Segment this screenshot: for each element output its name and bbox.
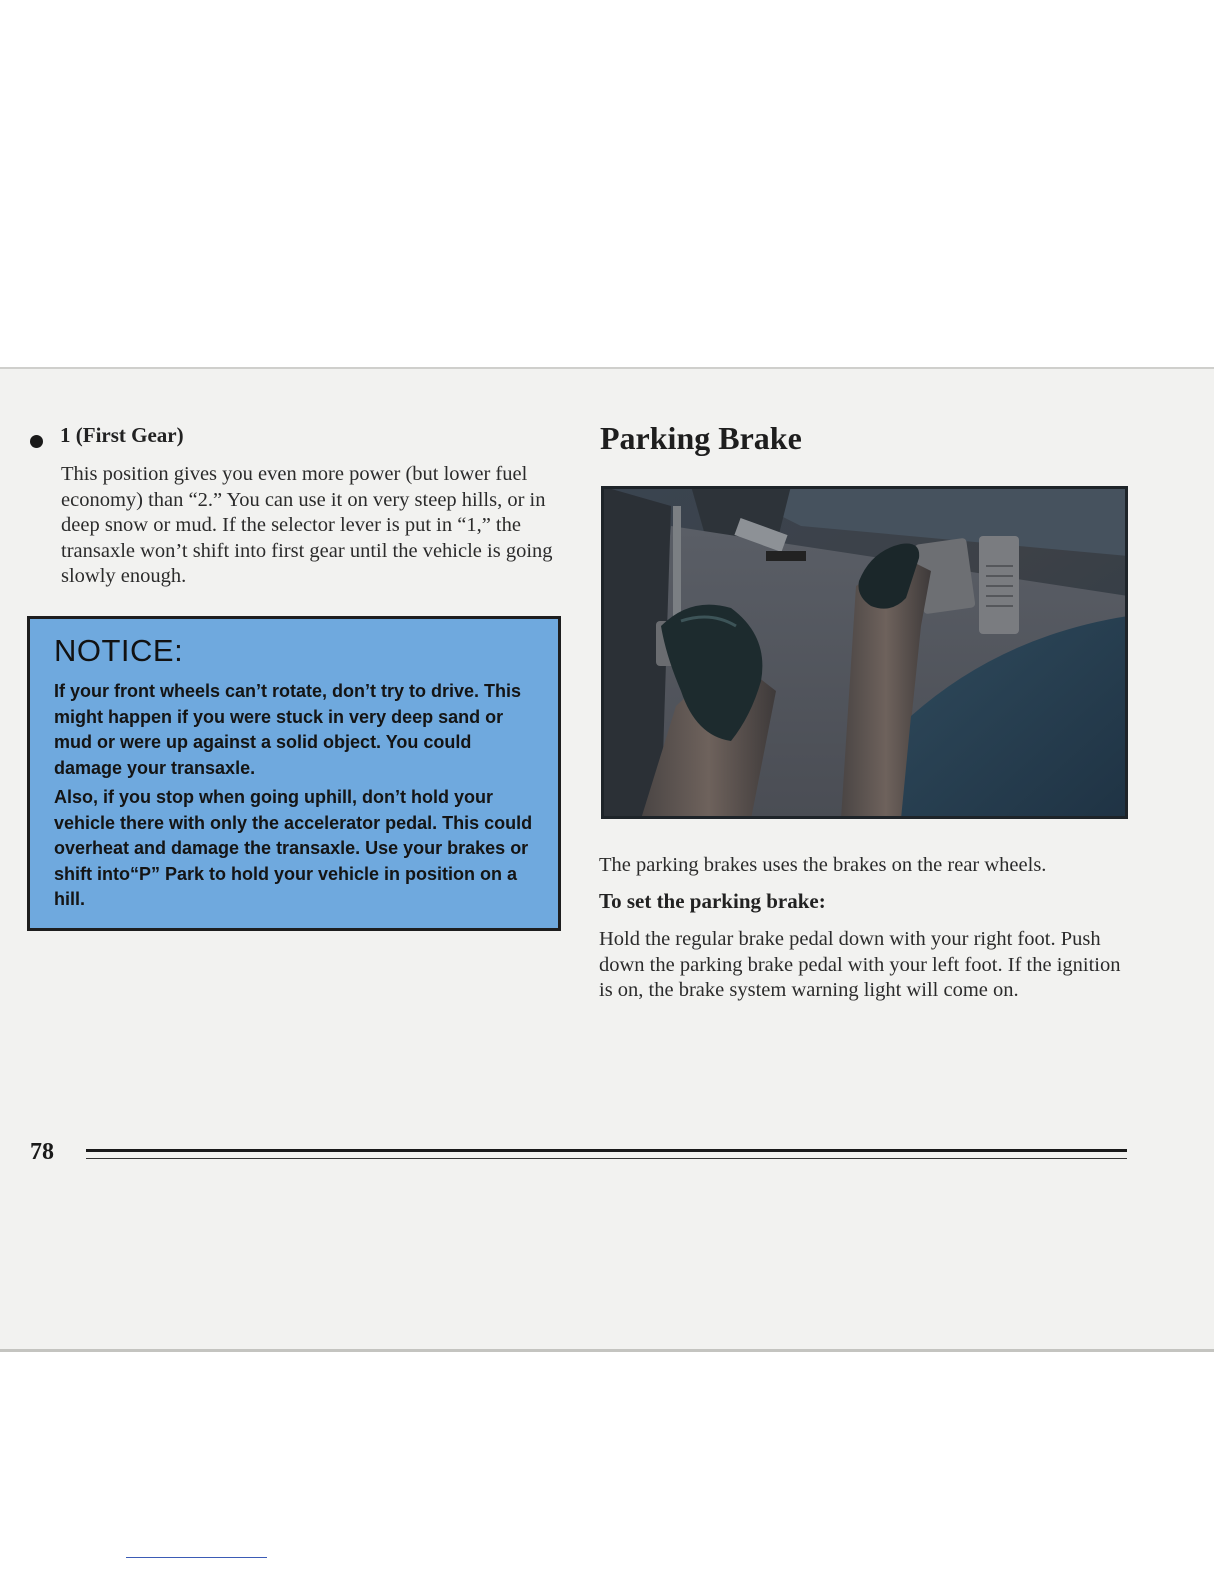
notice-paragraph-2: Also, if you stop when going uphill, don’t hold your vehicle there with only the accelerator pedal. This could overheat and damage the transaxle. Use your brakes or shift into“P” Park to hold your vehicle in position on a hill. (54, 787, 533, 909)
footer-rule-thin (86, 1158, 1127, 1159)
footer-rule-thick (86, 1149, 1127, 1152)
notice-heading: NOTICE: (54, 633, 184, 668)
bullet-title: 1 (First Gear) (60, 423, 184, 447)
notice-paragraph-1: If your front wheels can’t rotate, don’t try to drive. This might happen if you were stuck in very deep sand or mud or were up against a solid object. You could damage your transaxle. (54, 681, 522, 778)
parking-brake-instructions: Hold the regular brake pedal down with your right foot. Push down the parking brake pedal with your left foot. If the ignition is on, the brake system warning light will come on. (599, 928, 1121, 1001)
parking-brake-photo (601, 486, 1128, 819)
parking-brake-subheading: To set the parking brake: (599, 889, 826, 913)
parking-brake-intro: The parking brakes uses the brakes on the rear wheels. (599, 854, 1047, 876)
bullet-dot (30, 435, 43, 448)
notice-box (27, 616, 561, 931)
section-title: Parking Brake (600, 420, 802, 456)
bullet-text: This position gives you even more power (but lower fuel economy) than “2.” You can use it on very steep hills, or in deep snow or mud. If the selector lever is put in “1,” the transaxle won’t shift into first gear until the vehicle is going slowly enough. (61, 463, 553, 587)
page-number: 78 (30, 1139, 54, 1165)
stray-underline (126, 1557, 267, 1558)
